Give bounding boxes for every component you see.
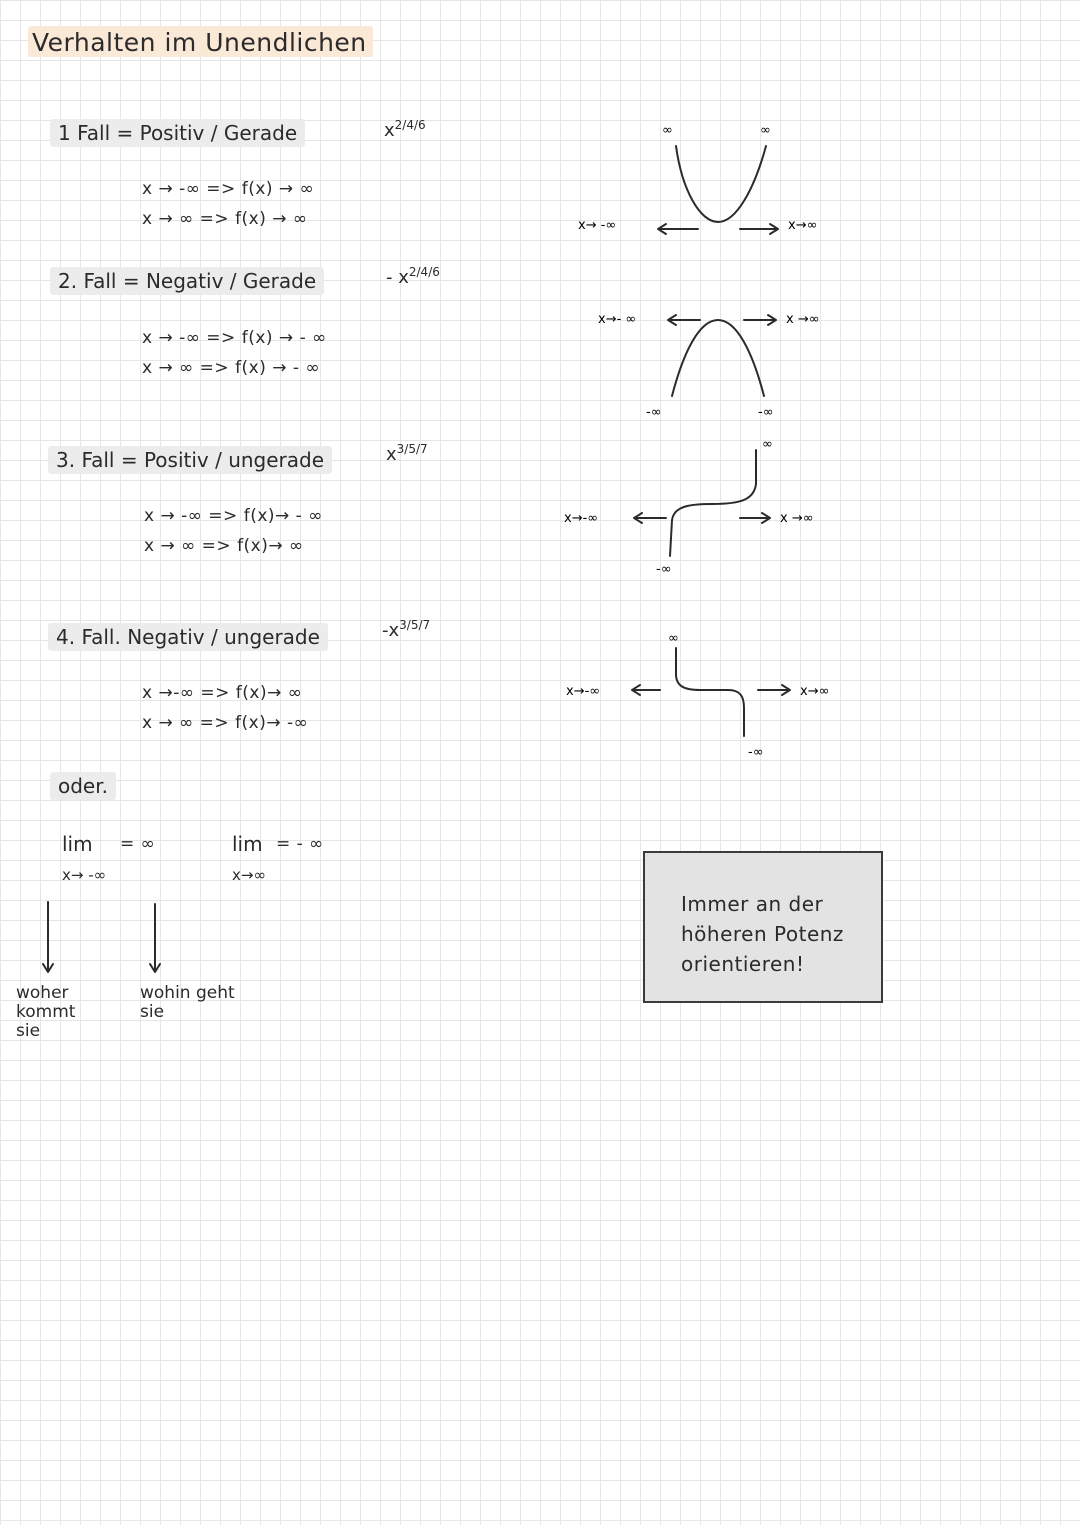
graph-3-right-label: x →∞ <box>780 511 814 526</box>
page-title: Verhalten im Unendlichen <box>28 26 373 57</box>
tip-box-text: Immer an der höheren Potenz orientieren! <box>681 892 844 976</box>
graph-2-curve <box>672 320 764 396</box>
graph-2-right-label: x →∞ <box>786 312 820 327</box>
lim-left-word: lim <box>62 832 93 856</box>
case-3-power-exp: 3/5/7 <box>396 442 428 456</box>
graph-1-right-label: x→∞ <box>788 218 818 233</box>
case-2-rule-1: x → -∞ => f(x) → - ∞ <box>142 328 327 348</box>
lim-right-sub: x→∞ <box>232 866 266 884</box>
graph-2-bottom-right-label: -∞ <box>758 405 774 420</box>
note-woher: woher kommt sie <box>16 983 76 1041</box>
case-1-rule-1: x → -∞ => f(x) → ∞ <box>142 179 315 199</box>
case-1-power-base: x <box>384 120 395 141</box>
oder-label: oder. <box>50 772 116 800</box>
case-4-power-base: -x <box>382 620 400 641</box>
case-3-label: 3. Fall = Positiv / ungerade <box>48 446 332 474</box>
lim-left-sub: x→ -∞ <box>62 866 107 884</box>
graph-4-curve <box>676 648 744 736</box>
case-3-rule-2: x → ∞ => f(x)→ ∞ <box>144 536 304 556</box>
case-4-rule-1: x →-∞ => f(x)→ ∞ <box>142 683 303 703</box>
case-4-power-exp: 3/5/7 <box>399 618 431 632</box>
case-1-power-exp: 2/4/6 <box>394 118 426 132</box>
case-2-rule-2: x → ∞ => f(x) → - ∞ <box>142 358 321 378</box>
graph-3-curve <box>670 450 756 556</box>
graph-case-2 <box>598 312 820 420</box>
case-2-power-base: - x <box>386 267 409 288</box>
graph-1-top-left-label: ∞ <box>662 123 673 138</box>
graph-case-4 <box>566 631 829 760</box>
graph-2-bottom-left-label: -∞ <box>646 405 662 420</box>
graph-1-curve <box>676 146 766 222</box>
limit-arrows <box>43 902 160 972</box>
graph-2-left-label: x→- ∞ <box>598 312 637 327</box>
graph-4-left-label: x→-∞ <box>566 684 601 699</box>
graph-3-bottom-label: -∞ <box>656 562 672 577</box>
graph-1-left-label: x→ -∞ <box>578 218 617 233</box>
graph-3-left-label: x→-∞ <box>564 511 599 526</box>
lim-right-value: = - ∞ <box>276 834 324 854</box>
case-4-rule-2: x → ∞ => f(x)→ -∞ <box>142 713 309 733</box>
graph-case-3 <box>564 437 814 577</box>
graph-1-top-right-label: ∞ <box>760 123 771 138</box>
lim-left-value: = ∞ <box>120 834 156 854</box>
case-2-label: 2. Fall = Negativ / Gerade <box>50 267 324 295</box>
graph-3-top-label: ∞ <box>762 437 773 452</box>
lim-right-word: lim <box>232 832 263 856</box>
graph-4-top-label: ∞ <box>668 631 679 646</box>
note-wohin: wohin geht sie <box>140 983 235 1022</box>
case-3-rule-1: x → -∞ => f(x)→ - ∞ <box>144 506 323 526</box>
graph-case-1 <box>578 123 817 234</box>
case-3-power-base: x <box>386 444 397 465</box>
case-1-rule-2: x → ∞ => f(x) → ∞ <box>142 209 308 229</box>
case-2-power-exp: 2/4/6 <box>408 265 440 279</box>
case-4-label: 4. Fall. Negativ / ungerade <box>48 623 328 651</box>
case-1-label: 1 Fall = Positiv / Gerade <box>50 119 305 147</box>
graph-4-right-label: x→∞ <box>800 684 830 699</box>
graph-4-bottom-label: -∞ <box>748 745 764 760</box>
